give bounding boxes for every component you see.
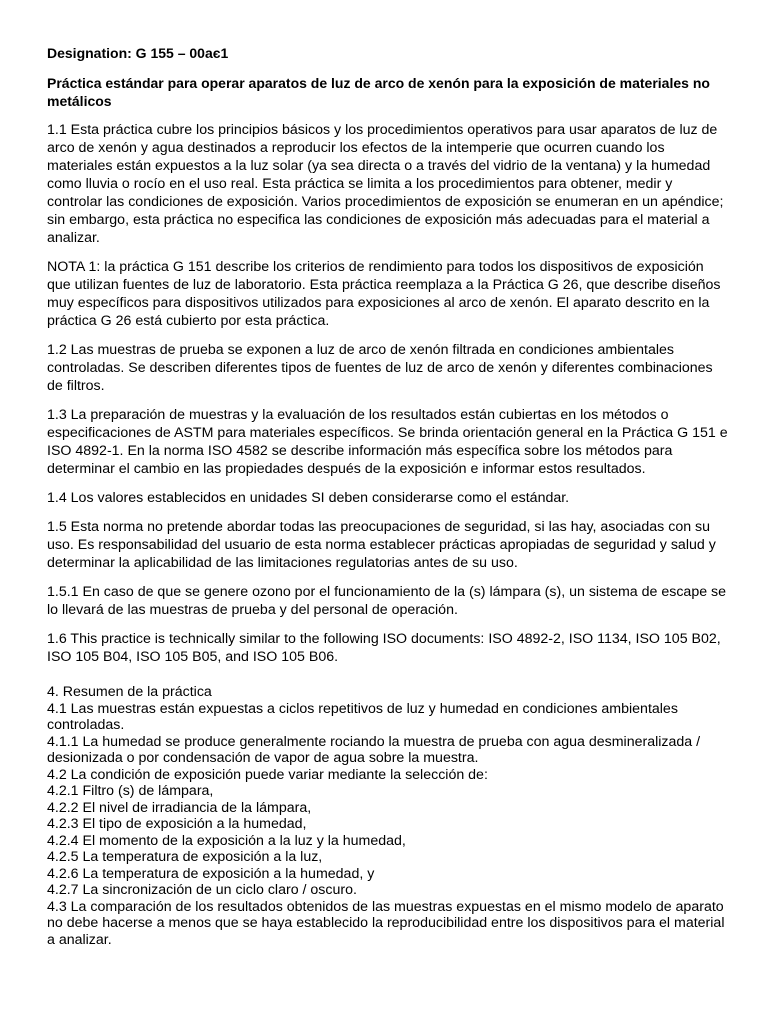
summary-line: 4.3 La comparación de los resultados obtenidos de las muestras expuestas en el mismo modelo de aparato no debe hacerse a menos que se haya establecido la reproducibilidad entre los dispositivos para el material a analizar. — [47, 898, 725, 948]
summary-line: 4.2.6 La temperatura de exposición a la humedad, y — [47, 865, 375, 882]
designation: Designation: G 155 – 00aє1 — [47, 45, 229, 61]
summary-line: 4.2.5 La temperatura de exposición a la luz, — [47, 849, 323, 865]
summary-line: 4.2.1 Filtro (s) de lámpara, — [47, 783, 214, 799]
paragraph-1-5-1: 1.5.1 En caso de que se genere ozono por el funcionamiento de la (s) lámpara (s), un sistema de escape se lo llevará de las muestras de prueba y del personal de operación. — [47, 584, 727, 618]
summary-line: 4.1 Las muestras están expuestas a ciclos repetitivos de luz y humedad en condiciones ambientales controladas. — [47, 700, 678, 733]
paragraph-1-4: 1.4 Los valores establecidos en unidades SI deben considerarse como el estándar. — [47, 490, 570, 506]
paragraph-note-1: NOTA 1: la práctica G 151 describe los criterios de rendimiento para todos los dispositivos de exposición que utilizan fuentes de luz de laboratorio. Esta práctica reemplaza a la Práctica G 26, que describe diseños muy específicos para dispositivos utilizados para exposiciones al arco de xenón. El aparato descrito en la práctica G 26 está cubierto por esta práctica. — [47, 259, 721, 329]
summary-line: 4.2.3 El tipo de exposición a la humedad, — [47, 816, 307, 832]
document-title: Práctica estándar para operar aparatos de luz de arco de xenón para la exposición de materiales no metálicos — [47, 75, 710, 109]
paragraph-1-3: 1.3 La preparación de muestras y la evaluación de los resultados están cubiertas en los métodos o especificaciones de ASTM para materiales específicos. Se brinda orientación general en la Práctica G 151 e ISO 4892-1. En la norma ISO 4582 se describe información más específica sobre los métodos para determinar el cambio en las propiedades después de la exposición e informar estos resultados. — [47, 407, 728, 477]
summary-line: 4.2.7 La sincronización de un ciclo claro / oscuro. — [47, 882, 357, 898]
summary-line: 4.1.1 La humedad se produce generalmente rociando la muestra de prueba con agua desmineralizada / desionizada o por condensación de vapor de agua sobre la muestra. — [47, 733, 701, 766]
summary-heading: 4. Resumen de la práctica — [47, 684, 212, 700]
paragraph-1-2: 1.2 Las muestras de prueba se exponen a luz de arco de xenón filtrada en condiciones ambientales controladas. Se describen diferentes tipos de fuentes de luz de arco de xenón y diferentes combinaciones de filtros. — [47, 342, 713, 394]
paragraph-1-5: 1.5 Esta norma no pretende abordar todas las preocupaciones de seguridad, si las hay, asociadas con su uso. Es responsabilidad del usuario de esta norma establecer prácticas apropiadas de seguridad y salud y determinar la aplicabilidad de las limitaciones regulatorias antes de su uso. — [47, 519, 716, 571]
paragraph-1-1: 1.1 Esta práctica cubre los principios básicos y los procedimientos operativos para usar aparatos de luz de arco de xenón y agua destinados a reproducir los efectos de la intemperie que ocurren cuando los materiales están expuestos a la luz solar (ya sea directa o a través del vidrio de la ventana) y la humedad como lluvia o rocío en el uso real. Esta práctica se limita a los procedimientos para obtener, medir y controlar las condiciones de exposición. Varios procedimientos de exposición se enumeran en un apéndice; sin embargo, esta práctica no especifica las condiciones de exposición más adecuadas para el material a analizar. — [47, 122, 724, 246]
summary-line: 4.2.4 El momento de la exposición a la luz y la humedad, — [47, 832, 406, 849]
summary-section — [47, 684, 728, 948]
summary-line: 4.2 La condición de exposición puede variar mediante la selección de: — [47, 766, 488, 783]
paragraph-1-6: 1.6 This practice is technically similar to the following ISO documents: ISO 4892-2, ISO 1134, ISO 105 B02, ISO 105 B04, ISO 105 B05, and ISO 105 B06. — [47, 631, 721, 665]
summary-line: 4.2.2 El nivel de irradiancia de la lámpara, — [47, 799, 312, 816]
